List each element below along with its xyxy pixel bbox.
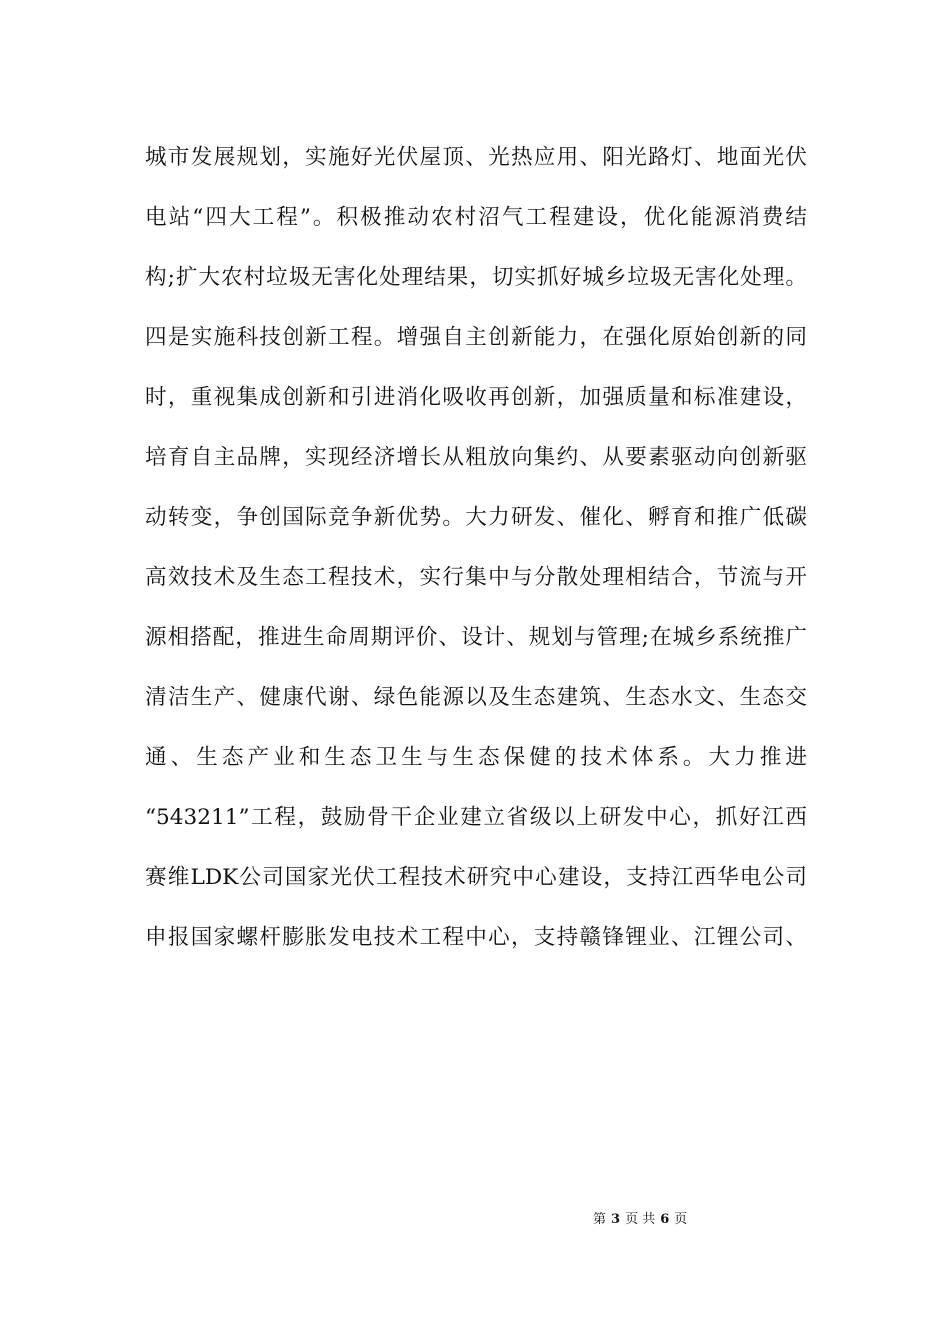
footer-middle: 页 共 [625, 1212, 656, 1227]
text-line: 清洁生产、健康代谢、绿色能源以及生态建筑、生态水文、生态交 [145, 685, 807, 710]
footer-prefix: 第 [593, 1212, 607, 1227]
text-line: 四是实施科技创新工程。增强自主创新能力，在强化原始创新的同 [145, 325, 807, 350]
text-line: 培育自主品牌，实现经济增长从粗放向集约、从要素驱动向创新驱 [145, 445, 807, 470]
text-line: 申报国家螺杆膨胀发电技术工程中心，支持赣锋锂业、江锂公司、 [145, 925, 807, 950]
text-line: 通、生态产业和生态卫生与生态保健的技术体系。大力推进 [145, 745, 807, 770]
body-text [145, 128, 807, 968]
text-line: 时，重视集成创新和引进消化吸收再创新，加强质量和标准建设， [145, 385, 807, 410]
text-line: 城市发展规划，实施好光伏屋顶、光热应用、阳光路灯、地面光伏 [145, 145, 807, 170]
text-line: 高效技术及生态工程技术，实行集中与分散处理相结合，节流与开 [145, 565, 807, 590]
text-line: “543211”工程，鼓励骨干企业建立省级以上研发中心，抓好江西 [145, 805, 807, 830]
page-footer [593, 1208, 692, 1227]
current-page-number: 3 [611, 1212, 621, 1227]
text-line: 构;扩大农村垃圾无害化处理结果，切实抓好城乡垃圾无害化处理。 [145, 265, 807, 290]
text-line: 动转变，争创国际竞争新优势。大力研发、催化、孵育和推广低碳 [145, 505, 807, 530]
footer-suffix: 页 [674, 1212, 688, 1227]
text-line: 赛维LDK公司国家光伏工程技术研究中心建设，支持江西华电公司 [145, 865, 807, 890]
text-line: 源相搭配，推进生命周期评价、设计、规划与管理;在城乡系统推广 [145, 625, 807, 650]
text-line: 电站“四大工程”。积极推动农村沼气工程建设，优化能源消费结 [145, 205, 807, 230]
total-pages-number: 6 [660, 1212, 670, 1227]
